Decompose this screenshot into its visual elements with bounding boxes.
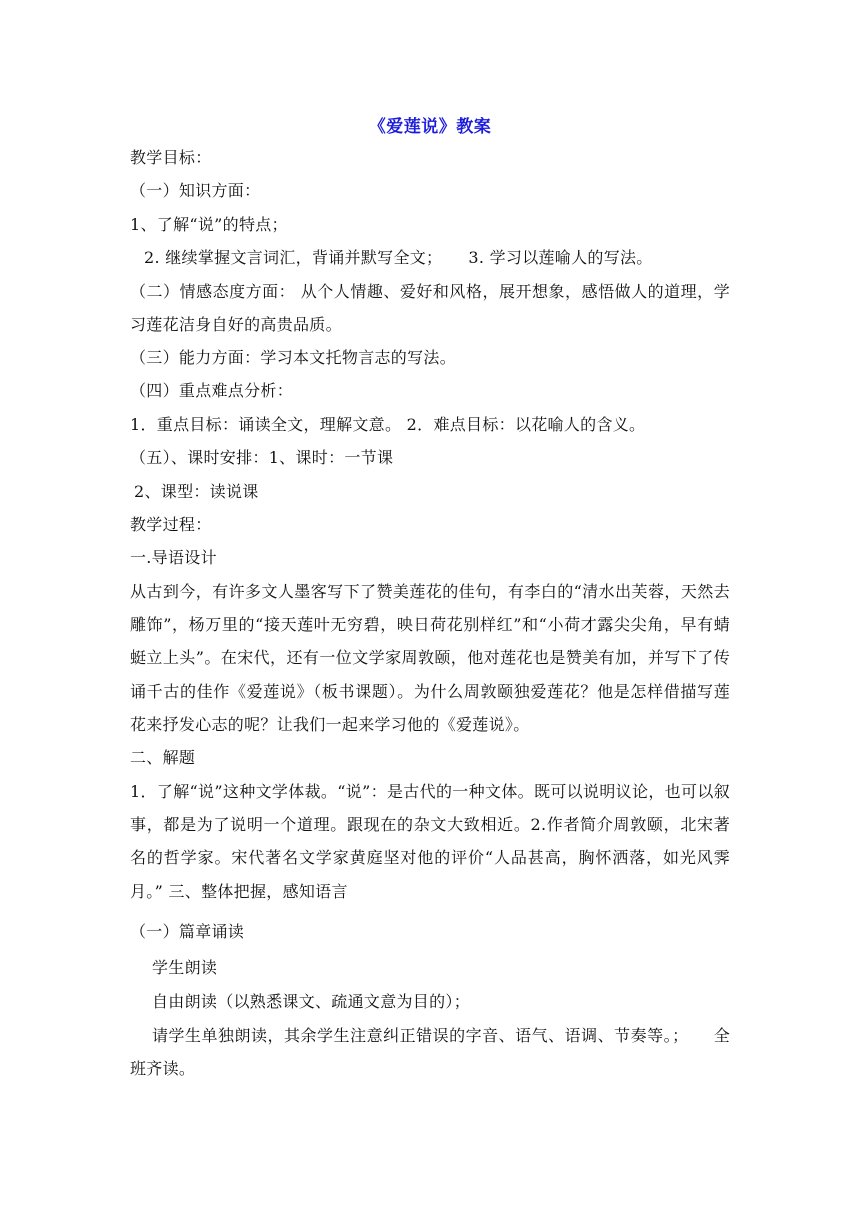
reading-item-3-paragraph: 请学生单独朗读，其余学生注意纠正错误的字音、语气、语调、节奏等。； 全班齐读。: [130, 1026, 730, 1079]
knowledge-heading: （一）知识方面：: [130, 181, 261, 200]
intro-paragraph: 从古到今，有许多文人墨客写下了赞美莲花的佳句，有李白的“清水出芙蓉，天然去雕饰”，杨万里的“接天莲叶无穷碧，映日荷花别样红”和“小荷才露尖尖角，早有蜻蜓立上头”。在宋代，还有一位文学家周敦颐，他对莲花也是赞美有加，并写下了传诵千古的佳作《爱莲说》（板书课题）。为什么周敦颐独爱莲花？他是怎样借描写莲花来抒发心志的呢？让我们一起来学习他的《爱莲说》。: [130, 582, 730, 734]
ability-line: （三）能力方面：学习本文托物言志的写法。: [130, 348, 457, 367]
knowledge-item-1: 1、了解“说”的特点；: [130, 215, 288, 234]
topic-heading: 二、解题: [130, 748, 196, 767]
document-title: 《爱莲说》教案: [368, 117, 492, 137]
schedule-line: （五）、课时安排：1、课时：一节课: [130, 448, 394, 467]
knowledge-item-3: 3. 学习以莲喻人的写法。: [468, 248, 653, 267]
lesson-type-line: 2、课型：读说课: [134, 482, 259, 501]
knowledge-items-2-3: [144, 248, 653, 268]
knowledge-item-2: 2. 继续掌握文言词汇，背诵并默写全文；: [144, 248, 443, 267]
reading-item-1: 学生朗读: [152, 958, 218, 977]
key-points-line: 1．重点目标：诵读全文，理解文意。 2．难点目标：以花喻人的含义。: [130, 415, 646, 434]
topic-paragraph: 1．了解“说”这种文学体裁。“说”：是古代的一种文体。既可以说明议论，也可以叙事，都是为了说明一个道理。跟现在的杂文大致相近。2.作者简介周敦颐，北宋著名的哲学家。宋代著名文学家黄庭坚对他的评价“人品甚高，胸怀洒落，如光风霁月。” 三、整体把握，感知语言: [130, 782, 730, 901]
reading-item-2: 自由朗读（以熟悉课文、疏通文意为目的）；: [152, 992, 471, 1011]
process-heading: 教学过程：: [130, 515, 212, 534]
emotion-paragraph: （二）情感态度方面： 从个人情趣、爱好和风格，展开想象，感悟做人的道理，学习莲花洁身自好的高贵品质。: [130, 282, 730, 335]
intro-heading: 一.导语设计: [130, 548, 217, 567]
goals-heading: 教学目标：: [130, 148, 212, 167]
key-points-heading: （四）重点难点分析：: [130, 381, 294, 400]
reading-heading: （一）篇章诵读: [130, 922, 245, 941]
